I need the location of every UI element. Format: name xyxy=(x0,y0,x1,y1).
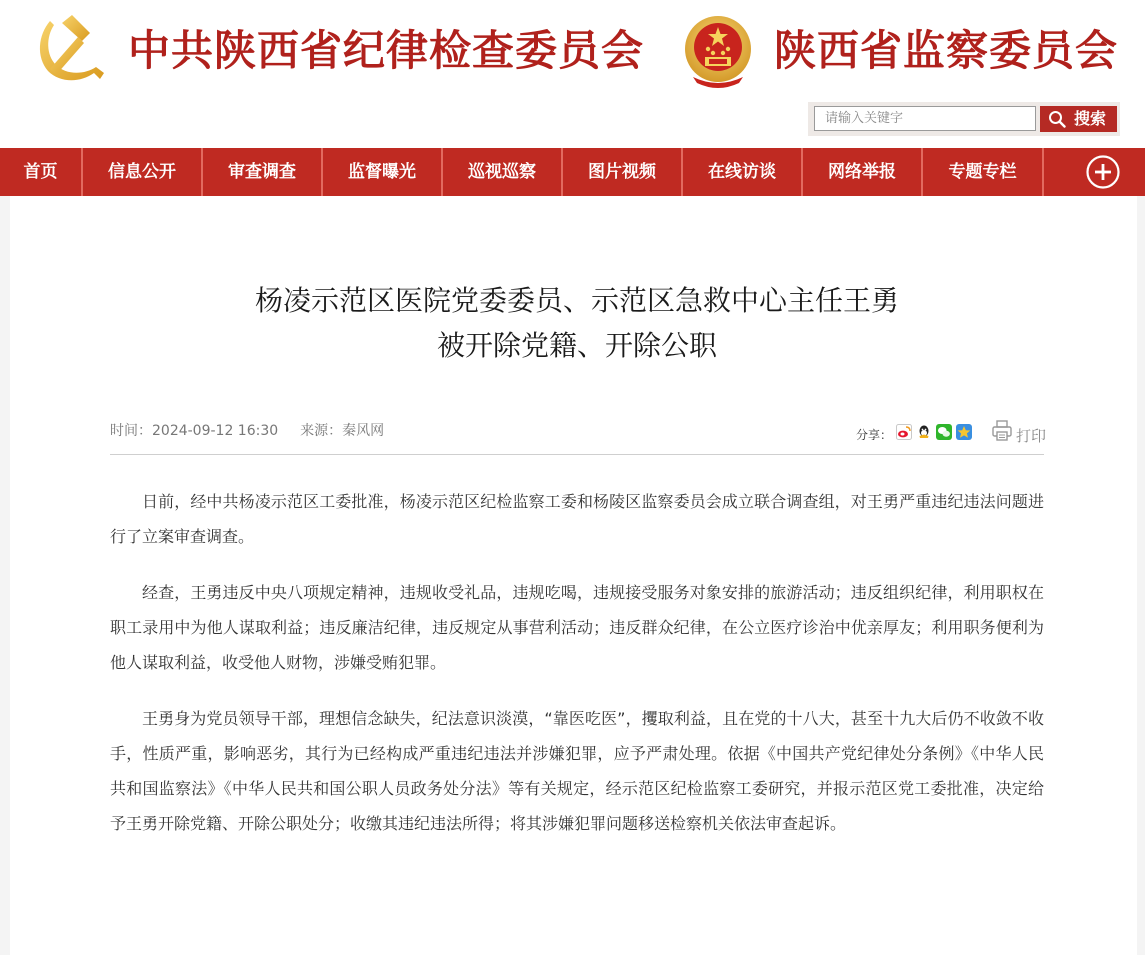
nav-item-special[interactable]: 专题专栏 xyxy=(923,148,1044,196)
article-source: 来源：秦风网 xyxy=(300,423,385,439)
wechat-icon[interactable] xyxy=(936,424,952,440)
commission-title-left: 中共陕西省纪律检查委员会 xyxy=(128,26,645,75)
article-title xyxy=(110,278,1044,368)
nav-item-interview[interactable]: 在线访谈 xyxy=(683,148,803,196)
expand-plus-icon[interactable] xyxy=(1086,155,1120,189)
publish-time: 时间：2024-09-12 16:30 xyxy=(110,423,279,439)
nav-item-inspection[interactable]: 巡视巡察 xyxy=(443,148,563,196)
meta-divider xyxy=(110,454,1044,455)
nav-item-supervision[interactable]: 监督曝光 xyxy=(323,148,443,196)
search-icon xyxy=(1048,110,1066,128)
article-paragraph-1: 日前，经中共杨凌示范区工委批准，杨凌示范区纪检监察工委和杨陵区监察委员会成立联合调查组，对王勇严重违纪违法问题进行了立案审查调查。 xyxy=(110,492,1044,546)
nav-item-info[interactable]: 信息公开 xyxy=(83,148,203,196)
nav-item-media[interactable]: 图片视频 xyxy=(563,148,683,196)
site-header xyxy=(0,0,1145,148)
qq-icon[interactable] xyxy=(916,424,932,440)
article-title-line2: 被开除党籍、开除公职 xyxy=(436,329,717,362)
party-emblem-icon xyxy=(32,13,104,87)
search-button[interactable] xyxy=(1040,106,1117,132)
article-paragraph-3: 王勇身为党员领导干部，理想信念缺失，纪法意识淡漠，“靠医吃医”，攫取利益，且在党的十八大，甚至十九大后仍不收敛不收手，性质严重，影响恶劣，其行为已经构成严重违纪违法并涉嫌犯罪，应予严肃处理。依据《中国共产党纪律处分条例》《中华人民共和国监察法》《中华人民共和国公职人员政务处分法》等有关规定，经示范区纪检监察工委研究，并报示范区党工委批准，决定给予王勇开除党籍、开除公职处分；收缴其违纪违法所得；将其涉嫌犯罪问题移送检察机关依法审查起诉。 xyxy=(110,709,1044,833)
main-nav xyxy=(0,148,1145,196)
qzone-icon[interactable] xyxy=(956,424,972,440)
nav-item-report[interactable]: 网络举报 xyxy=(803,148,923,196)
printer-icon xyxy=(992,420,1012,442)
print-button[interactable] xyxy=(992,420,1052,444)
search-bar xyxy=(808,102,1120,136)
weibo-icon[interactable] xyxy=(896,424,912,440)
print-label: 打印 xyxy=(1016,427,1047,445)
nav-item-review[interactable]: 审查调查 xyxy=(203,148,323,196)
article-paragraph-2: 经查，王勇违反中央八项规定精神，违规收受礼品，违规吃喝，违规接受服务对象安排的旅游活动；违反组织纪律，利用职权在职工录用中为他人谋取利益；违反廉洁纪律，违反规定从事营利活动；违反群众纪律，在公立医疗诊治中优亲厚友；利用职务便利为他人谋取利益，收受他人财物，涉嫌受贿犯罪。 xyxy=(110,583,1044,672)
search-input[interactable]: 请输入关键字 xyxy=(814,106,1036,131)
national-emblem-icon xyxy=(683,13,753,89)
search-button-label: 搜索 xyxy=(1074,109,1107,128)
commission-title-right: 陕西省监察委员会 xyxy=(774,26,1119,75)
article-title-line1: 杨凌示范区医院党委委员、示范区急救中心主任王勇 xyxy=(254,284,899,317)
share-label: 分享： xyxy=(856,428,893,442)
article-meta xyxy=(110,421,384,441)
nav-item-home[interactable]: 首页 xyxy=(0,148,83,196)
